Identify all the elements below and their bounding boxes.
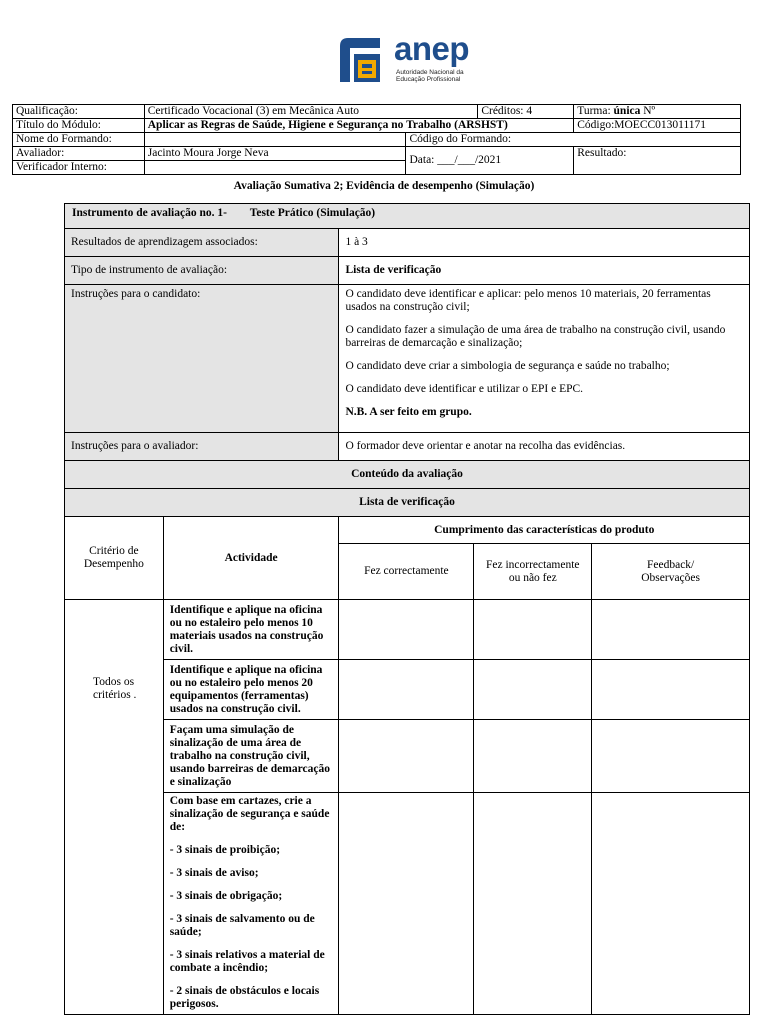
logo-brand: anep	[394, 30, 470, 67]
activity-4-item: - 2 sinais de obstáculos e locais perigosos.	[169, 985, 320, 1010]
qualificacao-label: Qualificação:	[13, 105, 145, 119]
activity-3-feedback[interactable]	[592, 720, 750, 793]
instr-cand-2: O candidato fazer a simulação de uma área de trabalho na construção civil, usando barreiras de demarcação e sinalização;	[345, 324, 726, 349]
nome-value[interactable]	[144, 133, 406, 147]
feedback-header: Feedback/ Observações	[592, 544, 750, 600]
anep-logo	[336, 30, 484, 88]
logo-subtitle	[396, 69, 486, 83]
cumprimento-header: Cumprimento das características do produto	[339, 517, 750, 544]
activity-4-feedback[interactable]	[592, 793, 750, 1015]
anep-logo-icon	[336, 36, 386, 86]
activity-1-fez[interactable]	[339, 600, 474, 660]
activity-4-item: - 3 sinais de salvamento ou de saúde;	[169, 913, 315, 938]
avaliador-label: Avaliador:	[13, 147, 145, 161]
criterio-header: Critério de Desempenho	[65, 517, 164, 600]
activity-4-intro: Com base em cartazes, crie a sinalização de segurança e saúde de:	[169, 795, 330, 833]
conteudo-heading: Conteúdo da avaliação	[65, 461, 750, 489]
activity-4-nao-fez[interactable]	[474, 793, 592, 1015]
header-table	[12, 104, 741, 175]
assessment-title: Avaliação Sumativa 2; Evidência de desempenho (Simulação)	[233, 180, 535, 192]
avaliador-value: Jacinto Moura Jorge Neva	[144, 147, 406, 161]
activity-2-feedback[interactable]	[592, 660, 750, 720]
codigo-modulo: Código:MOECC013011171	[574, 119, 741, 133]
activity-3: Façam uma simulação de sinalização de uma área de trabalho na construção civil, usando barreiras de demarcação e sinalização	[163, 720, 339, 793]
instr-avaliador-label: Instruções para o avaliador:	[65, 433, 339, 461]
activity-2: Identifique e aplique na oficina ou no estaleiro pelo menos 20 equipamentos (ferramentas) usados na construção civil.	[163, 660, 339, 720]
activity-1-nao-fez[interactable]	[474, 600, 592, 660]
titulo-value: Aplicar as Regras de Saúde, Higiene e Segurança no Trabalho (ARSHST)	[144, 119, 573, 133]
criterio-value: Todos os critérios .	[65, 600, 164, 1015]
activity-3-nao-fez[interactable]	[474, 720, 592, 793]
activity-4-item: - 3 sinais de obrigação;	[169, 890, 283, 902]
turma-label: Turma:	[577, 105, 614, 117]
nb-note: N.B. A ser feito em grupo.	[345, 406, 472, 418]
activity-2-fez[interactable]	[339, 660, 474, 720]
logo-subtitle-line1: Autoridade Nacional da	[396, 69, 464, 76]
activity-3-fez[interactable]	[339, 720, 474, 793]
instr-candidato	[339, 285, 750, 433]
tipo-label: Tipo de instrumento de avaliação:	[65, 257, 339, 285]
fez-incorrect-header: Fez incorrectamente ou não fez	[474, 544, 592, 600]
instr-cand-1: O candidato deve identificar e aplicar: pelo menos 10 materiais, 20 ferramentas usados na construção civil;	[345, 288, 711, 313]
activity-4-item: - 3 sinais de proibição;	[169, 844, 281, 856]
activity-4	[163, 793, 339, 1015]
codigo-formando: Código do Formando:	[406, 133, 741, 147]
instr-avaliador-value: O formador deve orientar e anotar na recolha das evidências.	[339, 433, 750, 461]
activity-1-feedback[interactable]	[592, 600, 750, 660]
verificador-label: Verificador Interno:	[13, 161, 145, 175]
actividade-header: Actividade	[163, 517, 339, 600]
resultado: Resultado:	[574, 147, 741, 175]
resultados-label: Resultados de aprendizagem associados:	[65, 229, 339, 257]
activity-4-item: - 3 sinais relativos a material de combate a incêndio;	[169, 949, 325, 974]
activity-2-nao-fez[interactable]	[474, 660, 592, 720]
instrumento-title: Instrumento de avaliação no. 1- Teste Prático (Simulação)	[65, 204, 750, 229]
assessment-table	[64, 203, 750, 1015]
activity-4-fez[interactable]	[339, 793, 474, 1015]
lista-heading: Lista de verificação	[65, 489, 750, 517]
turma-num: Nº	[640, 105, 656, 117]
logo-subtitle-line2: Educação Profissional	[396, 76, 461, 83]
fez-correct-header: Fez correctamente	[339, 544, 474, 600]
nome-label: Nome do Formando:	[13, 133, 145, 147]
resultados-value: 1 à 3	[339, 229, 750, 257]
creditos: Créditos: 4	[478, 105, 574, 119]
data-field: Data: ___/___/2021	[406, 147, 574, 175]
activity-4-item: - 3 sinais de aviso;	[169, 867, 259, 879]
instr-candidato-label: Instruções para o candidato:	[65, 285, 339, 433]
qualificacao-value: Certificado Vocacional (3) em Mecânica Auto	[144, 105, 478, 119]
activity-1: Identifique e aplique na oficina ou no estaleiro pelo menos 10 materiais usados na construção civil.	[163, 600, 339, 660]
turma	[574, 105, 741, 119]
instr-cand-3: O candidato deve criar a simbologia de segurança e saúde no trabalho;	[345, 360, 670, 372]
instr-cand-4: O candidato deve identificar e utilizar o EPI e EPC.	[345, 383, 584, 395]
tipo-value: Lista de verificação	[339, 257, 750, 285]
verificador-value[interactable]	[144, 161, 406, 175]
turma-value: única	[613, 105, 641, 117]
titulo-label: Título do Módulo:	[13, 119, 145, 133]
